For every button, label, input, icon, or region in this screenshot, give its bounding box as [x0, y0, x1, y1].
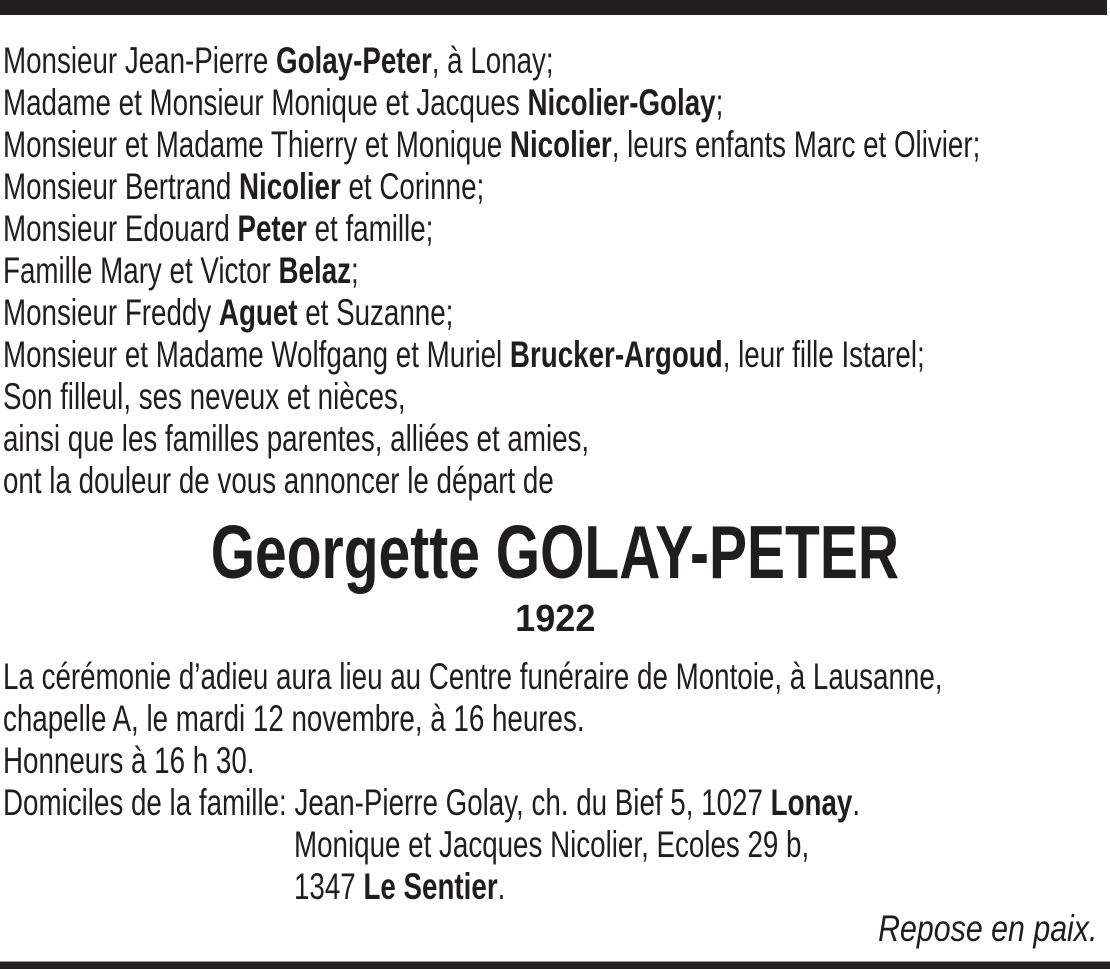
surname-bold: Peter: [237, 208, 307, 249]
family-line: [3, 376, 1107, 418]
surname-bold: Nicolier: [509, 124, 612, 165]
closing-phrase: [3, 908, 1107, 950]
domicile-line: [3, 782, 1107, 824]
death-notice: [3, 40, 1107, 950]
line-segment: ainsi que les familles parentes, alliées et amies,: [3, 418, 590, 459]
line-segment: Jean-Pierre Golay, ch. du Bief 5, 1027: [294, 782, 771, 823]
line-text: [3, 40, 554, 82]
bottom-rule: [0, 961, 1110, 969]
birth-year: [3, 594, 1107, 644]
domicile-line: [3, 866, 1107, 908]
line-text: [3, 460, 554, 502]
line-text: [3, 166, 484, 208]
line-segment: Monsieur Jean-Pierre: [3, 40, 276, 81]
line-text: [3, 334, 925, 376]
line-segment: Monsieur Edouard: [3, 208, 238, 249]
closing-text: Repose en paix.: [877, 908, 1097, 949]
deceased-name-text: Georgette GOLAY-PETER: [210, 510, 900, 594]
line-segment: Monsieur Freddy: [3, 292, 219, 333]
line-text: [294, 866, 505, 908]
domicile-label: Domiciles de la famille:: [3, 782, 295, 823]
deceased-name: [3, 510, 1107, 594]
top-rule: [0, 0, 1107, 15]
surname-bold: Belaz: [278, 250, 352, 291]
family-line: [3, 124, 1107, 166]
family-line: [3, 40, 1107, 82]
line-segment: Monsieur et Madame Wolfgang et Muriel: [3, 334, 510, 375]
line-segment: ;: [351, 250, 359, 291]
line-segment: , à Lonay;: [431, 40, 554, 81]
line-segment: et Suzanne;: [297, 292, 454, 333]
line-text: [3, 208, 433, 250]
surname-bold: Nicolier-Golay: [527, 82, 716, 123]
line-text: [3, 292, 453, 334]
line-segment: .: [498, 866, 506, 907]
line-text: [3, 250, 359, 292]
surname-bold: Aguet: [218, 292, 298, 333]
family-line: [3, 460, 1107, 502]
line-segment: , leurs enfants Marc et Olivier;: [611, 124, 981, 165]
line-segment: Monsieur et Madame Thierry et Monique: [3, 124, 510, 165]
family-line: [3, 292, 1107, 334]
ceremony-line: [3, 656, 1107, 698]
line-segment: Monsieur Bertrand: [3, 166, 239, 207]
line-text: Honneurs à 16 h 30.: [3, 740, 255, 781]
line-text: La cérémonie d’adieu aura lieu au Centre funéraire de Montoie, à Lausanne,: [3, 656, 943, 697]
ceremony-line: [3, 698, 1107, 740]
line-segment: et Corinne;: [340, 166, 485, 207]
line-segment: et famille;: [306, 208, 434, 249]
place-bold: Lonay: [770, 782, 853, 823]
line-segment: Madame et Monsieur Monique et Jacques: [3, 82, 528, 123]
place-bold: Le Sentier: [363, 866, 499, 907]
line-segment: ;: [715, 82, 724, 123]
line-text: chapelle A, le mardi 12 novembre, à 16 heures.: [3, 698, 585, 739]
family-line: [3, 250, 1107, 292]
domiciles-block: [3, 782, 1107, 908]
line-segment: ont la douleur de vous annoncer le départ de: [3, 460, 554, 501]
family-line: [3, 82, 1107, 124]
ceremony-line: [3, 740, 1107, 782]
line-segment: , leur fille Istarel;: [722, 334, 925, 375]
line-text: [3, 124, 980, 166]
family-line: [3, 418, 1107, 460]
line-text: [294, 824, 809, 866]
line-segment: Monique et Jacques Nicolier, Ecoles 29 b,: [294, 824, 810, 865]
family-line: [3, 334, 1107, 376]
surname-bold: Nicolier: [238, 166, 341, 207]
ceremony-block: [3, 656, 1107, 782]
surname-bold: Brucker-Argoud: [509, 334, 723, 375]
birth-year-text: 1922: [514, 598, 596, 640]
surname-bold: Golay-Peter: [275, 40, 432, 81]
domicile-line: [3, 824, 1107, 866]
line-text: [3, 418, 589, 460]
line-segment: .: [852, 782, 861, 823]
line-segment: Famille Mary et Victor: [3, 250, 279, 291]
line-segment: Son filleul, ses neveux et nièces,: [3, 376, 406, 417]
line-segment: 1347: [294, 866, 364, 907]
family-line: [3, 208, 1107, 250]
line-text: [3, 376, 406, 418]
line-text: [3, 782, 860, 824]
line-text: [3, 82, 723, 124]
family-line: [3, 166, 1107, 208]
